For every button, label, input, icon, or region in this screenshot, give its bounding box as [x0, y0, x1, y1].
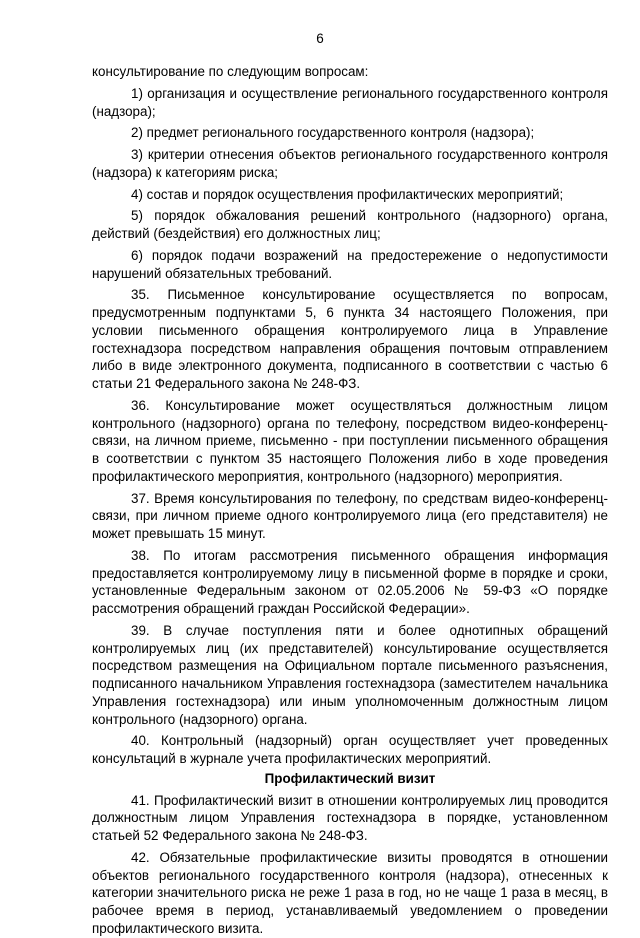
clause-35: 35. Письменное консультирование осуществляется по вопросам, предусмотренным подпунктами 5, 6 пункта 34 настоящего Положения, при условии письменного обращения контролируемого лица в Управление гостехнадзора посредством направления обращения почтовым отправлением либо в виде электронного документа, подписанного в соответствии с частью 6 статьи 21 Федерального закона № 248-ФЗ. — [92, 287, 608, 391]
clause-38: 38. По итогам рассмотрения письменного обращения информация предоставляется контролируемому лицу в письменной форме в порядке и сроки, установленные Федеральным законом от 02.05.2006 № 59-ФЗ «О порядке рассмотрения обращений граждан Российской Федерации». — [92, 547, 608, 616]
list-item-3: 3) критерии отнесения объектов регионального государственного контроля (надзора) к категориям риска; — [92, 147, 608, 180]
clause-42: 42. Обязательные профилактические визиты проводятся в отношении объектов регионального государственного контроля (надзора), отнесенных к категории значительного риска не реже 1 раза в год, но не чаще 1 раза в месяц, в рабочее время в период, устанавливаемый уведомлением о проведении профилактического визита. — [92, 849, 608, 936]
list-item-2: 2) предмет регионального государственного контроля (надзора); — [131, 125, 535, 141]
paragraph-intro: консультирование по следующим вопросам: — [92, 64, 369, 79]
section-heading: Профилактический визит — [264, 770, 436, 786]
list-item-4: 4) состав и порядок осуществления профилактических мероприятий; — [131, 186, 564, 202]
clause-36: 36. Консультирование может осуществляться должностным лицом контрольного (надзорного) органа по телефону, посредством видео-конференц-связи, на личном приеме, письменно - при поступлении письменного обращения в соответствии с пунктом 35 настоящего Положения либо в ходе проведения профилактического мероприятия, контрольного (надзорного) мероприятия. — [92, 397, 608, 484]
clause-39: 39. В случае поступления пяти и более однотипных обращений контролируемых лиц (их представителей) консультирование осуществляется посредством размещения на Официальном портале письменного разъяснения, подписанного начальником Управления гостехнадзора (заместителем начальника Управления гостехнадзора) или иным уполномоченным должностным лицом контрольного (надзорного) органа. — [92, 622, 608, 727]
document-body — [92, 63, 608, 938]
clause-37: 37. Время консультирования по телефону, по средствам видео-конференц-связи, при личном приеме одного контролируемого лица (его представителя) не может превышать 15 минут. — [92, 490, 608, 541]
list-item-6: 6) порядок подачи возражений на предостережение о недопустимости нарушений обязательных требований. — [92, 247, 608, 281]
list-item-5: 5) порядок обжалования решений контрольного (надзорного) органа, действий (бездействия) его должностных лиц; — [92, 208, 608, 241]
clause-40: 40. Контрольный (надзорный) орган осуществляет учет проведенных консультаций в журнале учета профилактических мероприятий. — [92, 733, 608, 766]
list-item-1: 1) организация и осуществление регионального государственного контроля (надзора); — [92, 85, 608, 119]
page-number: 6 — [316, 31, 324, 46]
clause-41: 41. Профилактический визит в отношении контролируемых лиц проводится должностным лицом Управления гостехнадзора в порядке, установленном статьей 52 Федерального закона № 248-ФЗ. — [92, 792, 608, 843]
